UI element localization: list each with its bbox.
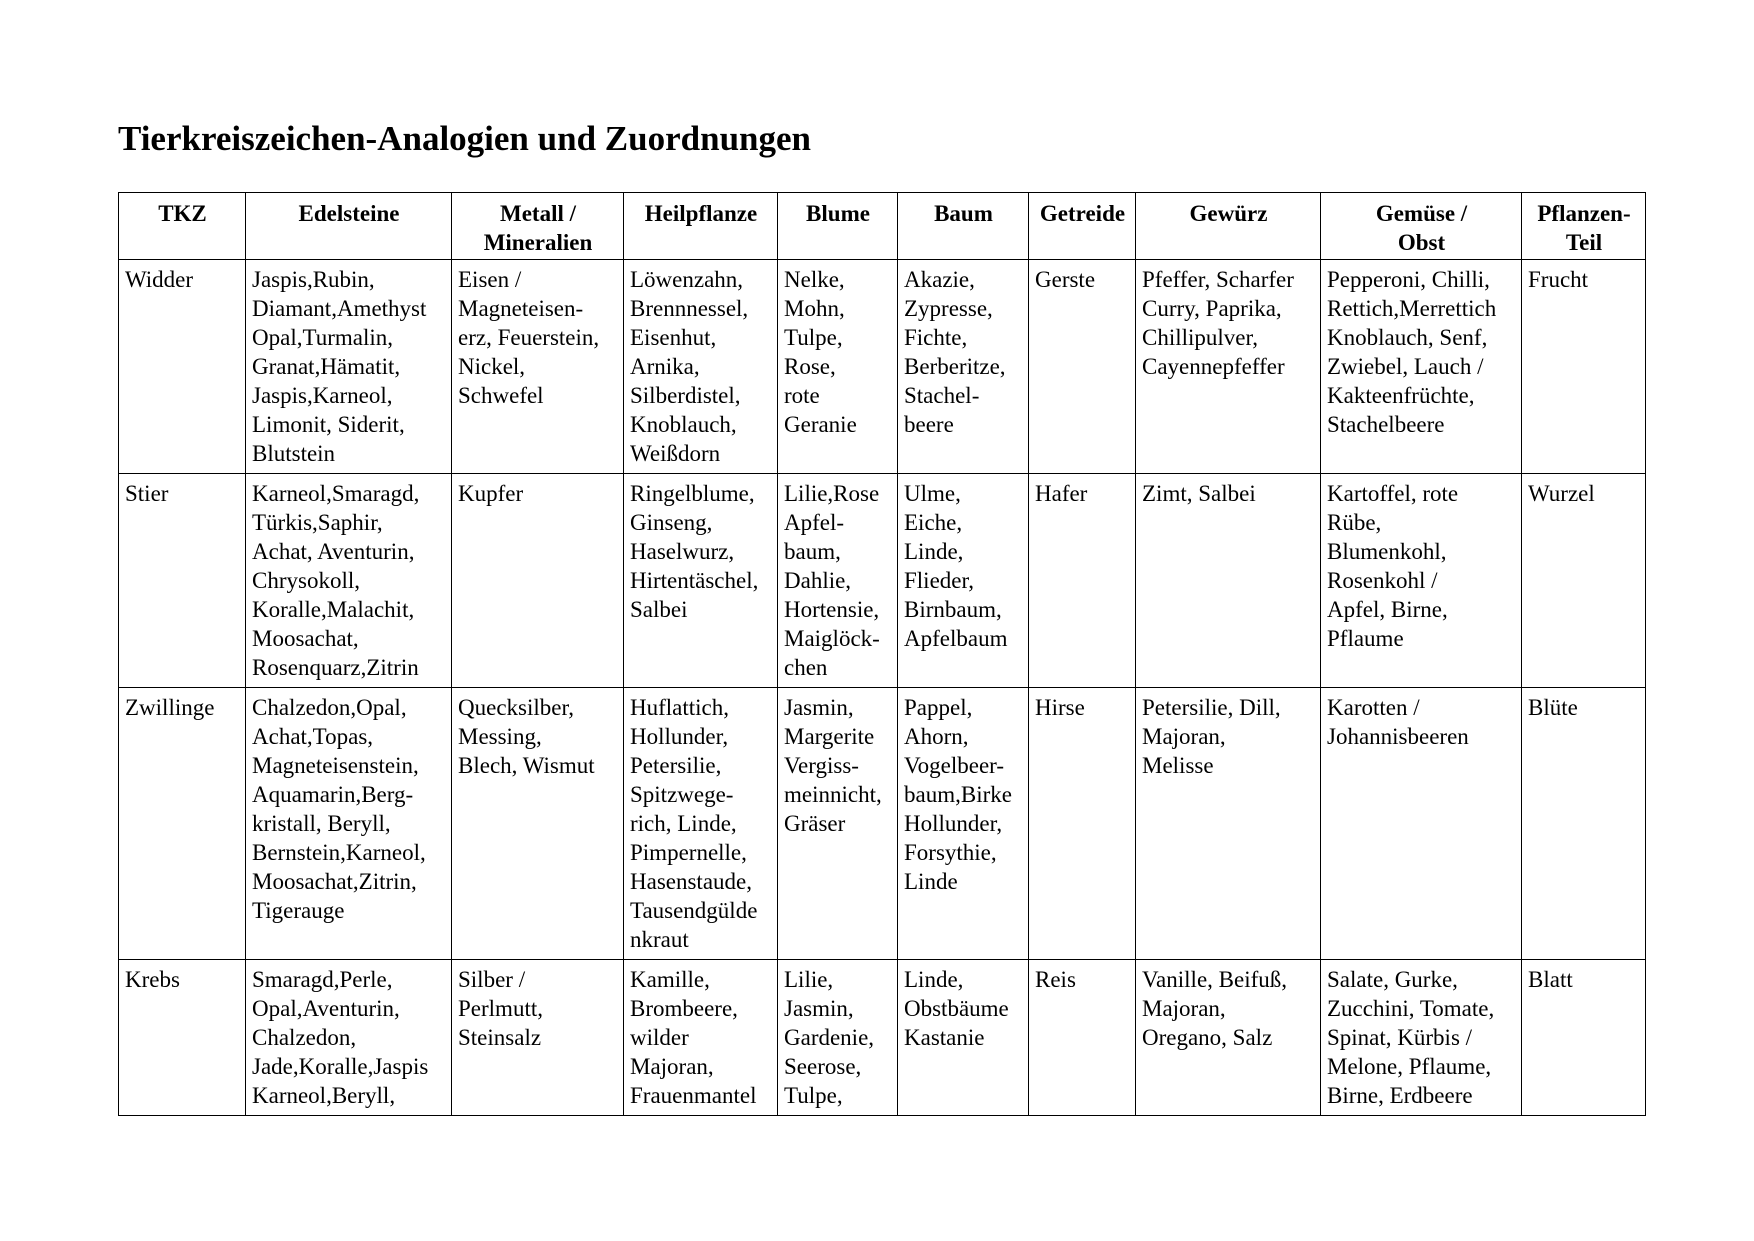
table-cell: Löwenzahn, Brennnessel, Eisenhut, Arnika, Silberdistel, Knoblauch, Weißdorn: [624, 260, 778, 474]
table-cell: Pfeffer, Scharfer Curry, Paprika, Chillipulver, Cayennepfeffer: [1136, 260, 1321, 474]
table-cell: Kamille, Brombeere, wilder Majoran, Frauenmantel: [624, 960, 778, 1116]
table-cell: Zwillinge: [119, 688, 246, 960]
header-cell-edelsteine: Edelsteine: [246, 193, 452, 260]
header-cell-gemuese-obst: Gemüse / Obst: [1321, 193, 1522, 260]
table-cell: Ulme, Eiche, Linde, Flieder, Birnbaum, Apfelbaum: [898, 474, 1029, 688]
table-header: [119, 193, 1646, 260]
table-cell: Quecksilber, Messing, Blech, Wismut: [452, 688, 624, 960]
table-cell: Jaspis,Rubin, Diamant,Amethyst Opal,Turmalin, Granat,Hämatit, Jaspis,Karneol, Limonit, Siderit, Blutstein: [246, 260, 452, 474]
table-cell: Lilie,Rose Apfel- baum, Dahlie, Hortensie, Maiglöck- chen: [778, 474, 898, 688]
table-cell: Frucht: [1522, 260, 1646, 474]
table-cell: Vanille, Beifuß, Majoran, Oregano, Salz: [1136, 960, 1321, 1116]
header-cell-metall-mineralien: Metall / Mineralien: [452, 193, 624, 260]
table-cell: Gerste: [1029, 260, 1136, 474]
table-row-zwillinge: [119, 688, 1646, 960]
table-cell: Krebs: [119, 960, 246, 1116]
table-row-stier: [119, 474, 1646, 688]
table-cell: Karotten / Johannisbeeren: [1321, 688, 1522, 960]
table-cell: Stier: [119, 474, 246, 688]
header-row: [119, 193, 1646, 260]
table-row-krebs: [119, 960, 1646, 1116]
table-cell: Blüte: [1522, 688, 1646, 960]
table-cell: Linde, Obstbäume Kastanie: [898, 960, 1029, 1116]
table-cell: Smaragd,Perle, Opal,Aventurin, Chalzedon, Jade,Koralle,Jaspis Karneol,Beryll,: [246, 960, 452, 1116]
table-cell: Jasmin, Margerite Vergiss- meinnicht, Gräser: [778, 688, 898, 960]
header-cell-gewuerz: Gewürz: [1136, 193, 1321, 260]
header-cell-tkz: TKZ: [119, 193, 246, 260]
table-cell: Blatt: [1522, 960, 1646, 1116]
table-cell: Nelke, Mohn, Tulpe, Rose, rote Geranie: [778, 260, 898, 474]
table-cell: Eisen / Magneteisen- erz, Feuerstein, Nickel, Schwefel: [452, 260, 624, 474]
table-cell: Karneol,Smaragd, Türkis,Saphir, Achat, Aventurin, Chrysokoll, Koralle,Malachit, Moosachat, Rosenquarz,Zitrin: [246, 474, 452, 688]
table-cell: Petersilie, Dill, Majoran, Melisse: [1136, 688, 1321, 960]
table-cell: Wurzel: [1522, 474, 1646, 688]
table-cell: Hirse: [1029, 688, 1136, 960]
table-cell: Widder: [119, 260, 246, 474]
page-title: Tierkreiszeichen-Analogien und Zuordnungen: [118, 119, 811, 158]
zodiac-analogies-table: [118, 192, 1646, 1116]
table-cell: Silber / Perlmutt, Steinsalz: [452, 960, 624, 1116]
table-cell: Kupfer: [452, 474, 624, 688]
header-cell-pflanzen-teil: Pflanzen- Teil: [1522, 193, 1646, 260]
table-cell: Akazie, Zypresse, Fichte, Berberitze, Stachel- beere: [898, 260, 1029, 474]
table-cell: Ringelblume, Ginseng, Haselwurz, Hirtentäschel, Salbei: [624, 474, 778, 688]
header-cell-getreide: Getreide: [1029, 193, 1136, 260]
header-cell-baum: Baum: [898, 193, 1029, 260]
table-cell: Lilie, Jasmin, Gardenie, Seerose, Tulpe,: [778, 960, 898, 1116]
table-cell: Chalzedon,Opal, Achat,Topas, Magneteisenstein, Aquamarin,Berg- kristall, Beryll, Bernstein,Karneol, Moosachat,Zitrin, Tigerauge: [246, 688, 452, 960]
table-cell: Huflattich, Hollunder, Petersilie, Spitzwege- rich, Linde, Pimpernelle, Hasenstaude, Tausendgülde nkraut: [624, 688, 778, 960]
table-cell: Hafer: [1029, 474, 1136, 688]
table-body: [119, 260, 1646, 1116]
header-cell-blume: Blume: [778, 193, 898, 260]
table-row-widder: [119, 260, 1646, 474]
table-cell: Zimt, Salbei: [1136, 474, 1321, 688]
table-cell: Salate, Gurke, Zucchini, Tomate, Spinat, Kürbis / Melone, Pflaume, Birne, Erdbeere: [1321, 960, 1522, 1116]
table-cell: Kartoffel, rote Rübe, Blumenkohl, Rosenkohl / Apfel, Birne, Pflaume: [1321, 474, 1522, 688]
table-cell: Pappel, Ahorn, Vogelbeer- baum,Birke Hollunder, Forsythie, Linde: [898, 688, 1029, 960]
table-cell: Pepperoni, Chilli, Rettich,Merrettich Knoblauch, Senf, Zwiebel, Lauch / Kakteenfrüchte, Stachelbeere: [1321, 260, 1522, 474]
header-cell-heilpflanze: Heilpflanze: [624, 193, 778, 260]
table-cell: Reis: [1029, 960, 1136, 1116]
